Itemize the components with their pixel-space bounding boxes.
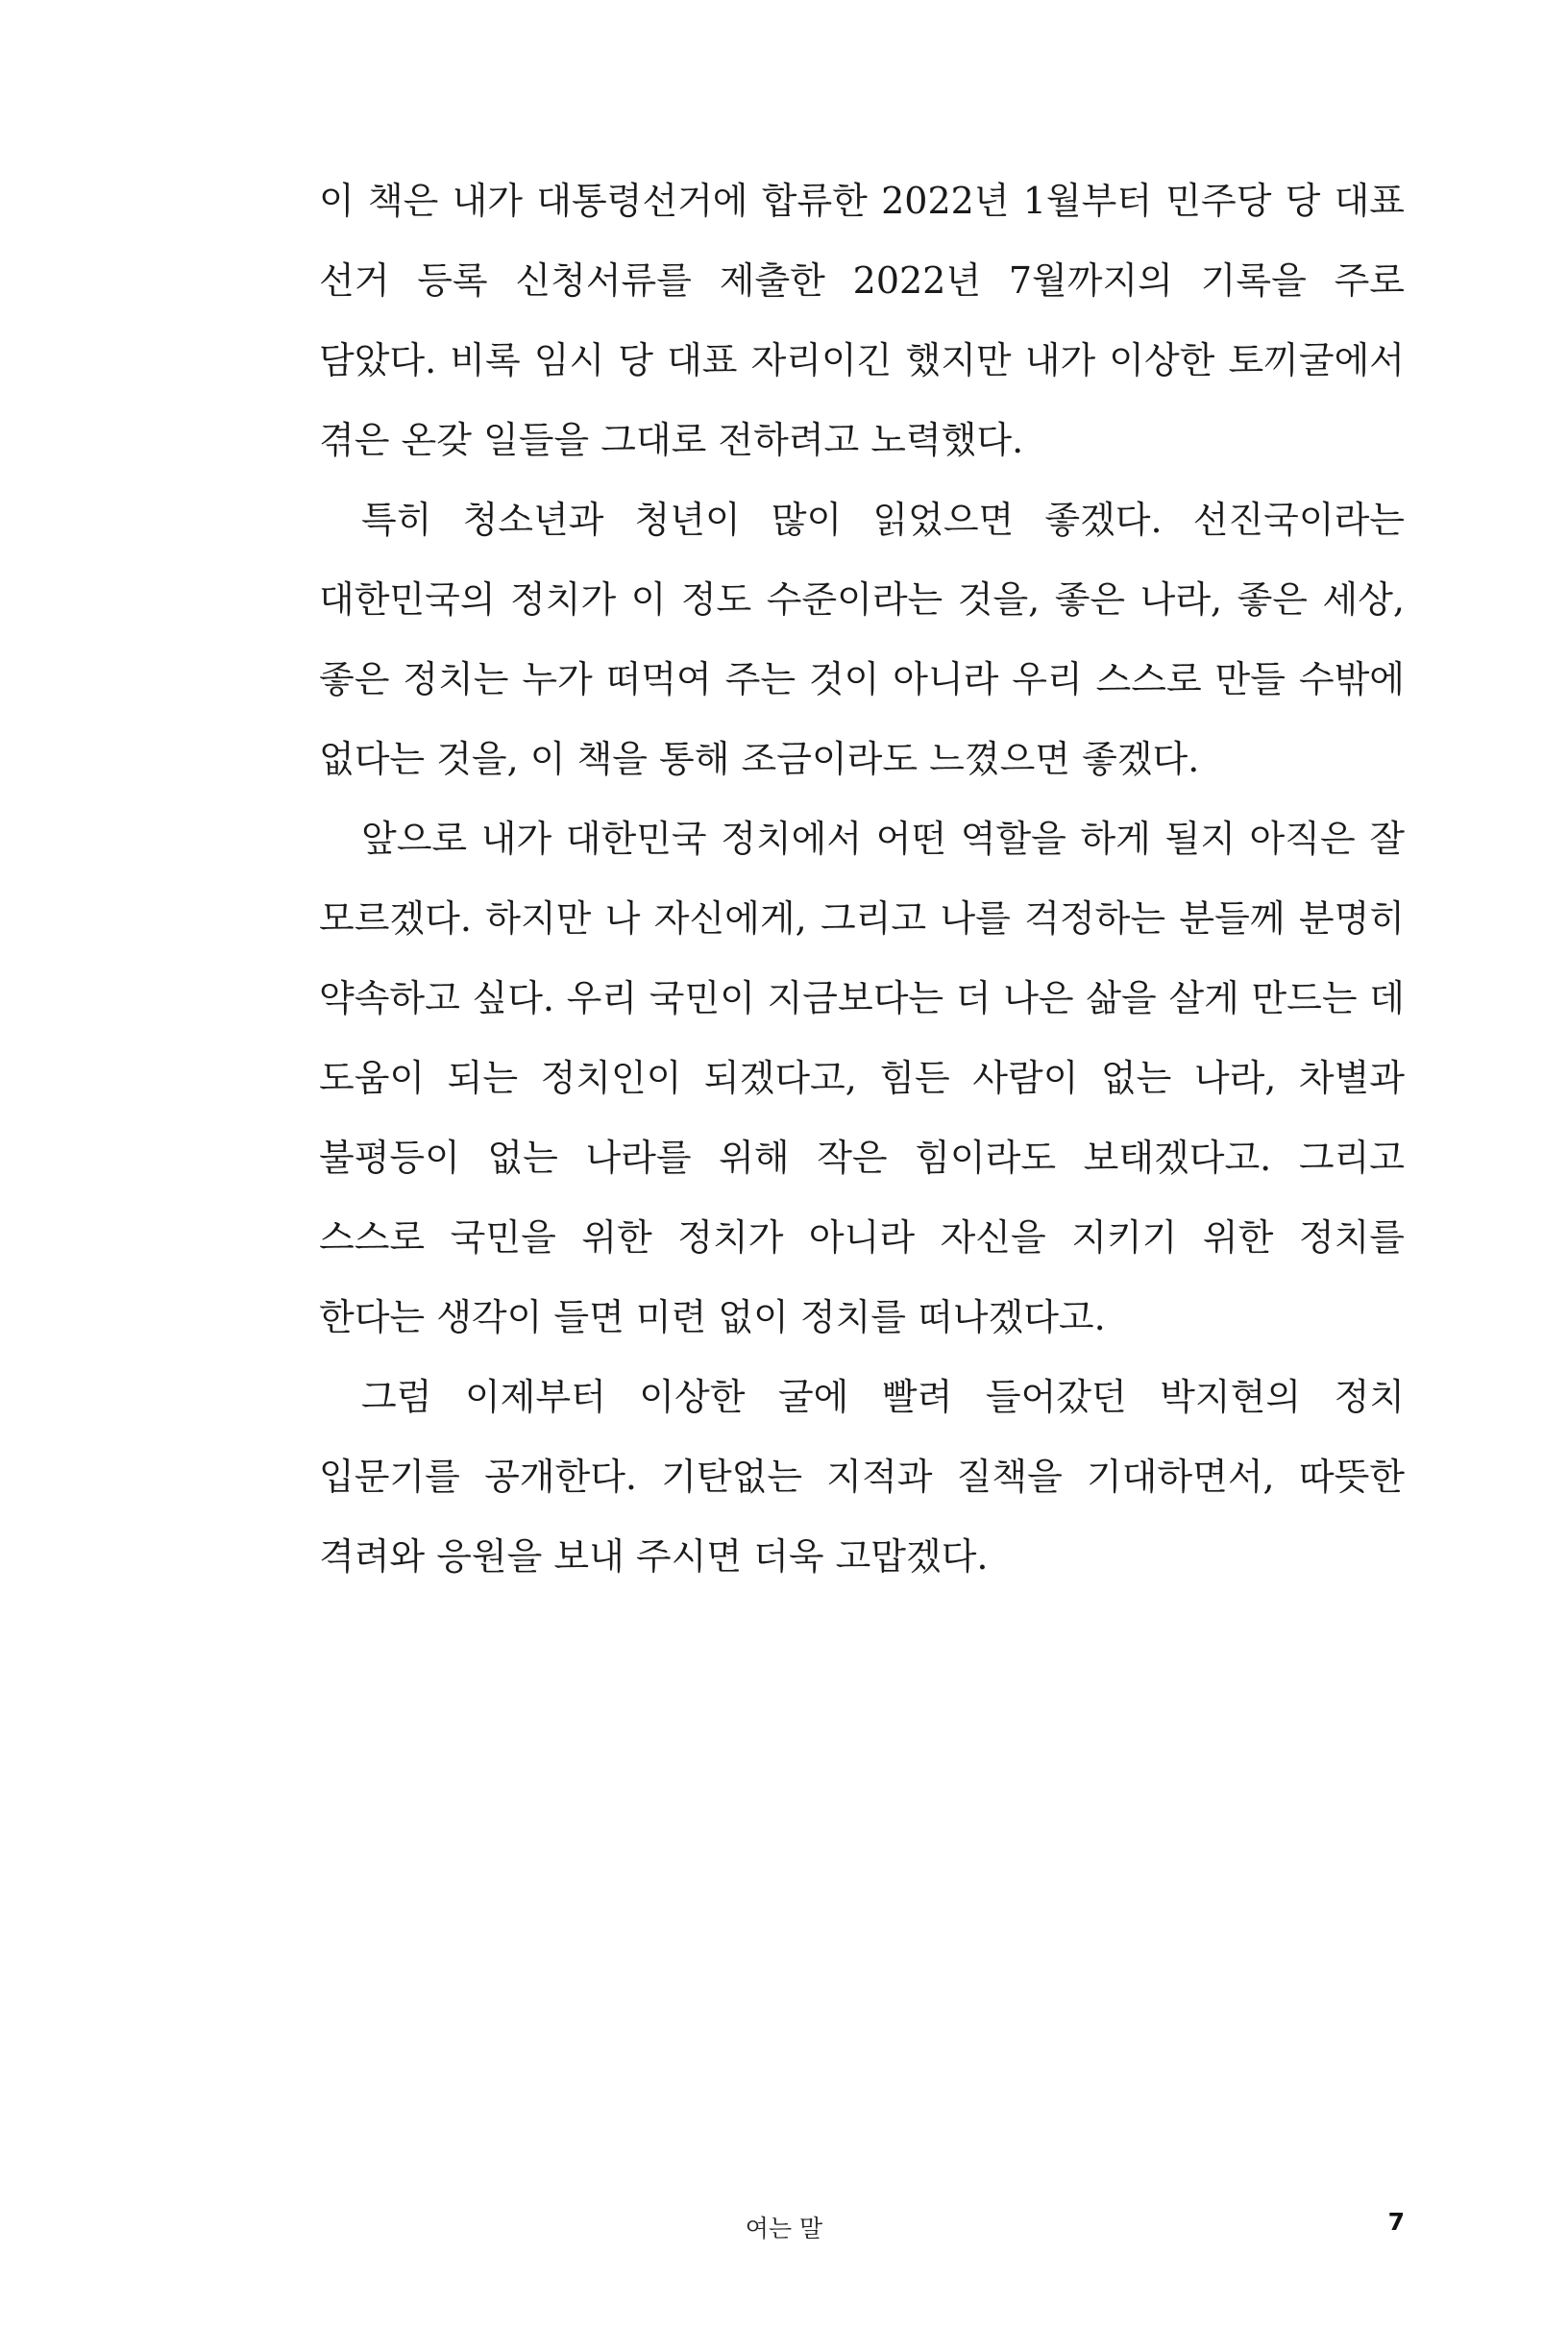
page-number: 7 [1387, 2208, 1405, 2236]
paragraph-1: 이 책은 내가 대통령선거에 합류한 2022년 1월부터 민주당 당 대표 선거 등록 신청서류를 제출한 2022년 7월까지의 기록을 주로 담았다. 비록 임시 당 대표 자리이긴 했지만 내가 이상한 토끼굴에서 겪은 온갖 일들을 그대로 전하려고 노력했다. [319, 180, 1405, 461]
paragraph-2: 특히 청소년과 청년이 많이 읽었으면 좋겠다. 선진국이라는 대한민국의 정치가 이 정도 수준이라는 것을, 좋은 나라, 좋은 세상, 좋은 정치는 누가 떠먹여 주는 것이 아니라 우리 스스로 만들 수밖에 없다는 것을, 이 책을 통해 조금이라도 느꼈으면 좋겠다. [319, 499, 1405, 780]
paragraph-3: 앞으로 내가 대한민국 정치에서 어떤 역할을 하게 될지 아직은 잘 모르겠다. 하지만 나 자신에게, 그리고 나를 걱정하는 분들께 분명히 약속하고 싶다. 우리 국민이 지금보다는 더 나은 삶을 살게 만드는 데 도움이 되는 정치인이 되겠다고, 힘든 사람이 없는 나라, 차별과 불평등이 없는 나라를 위해 작은 힘이라도 보태겠다고. 그리고 스스로 국민을 위한 정치가 아니라 자신을 지키기 위한 정치를 한다는 생각이 들면 미련 없이 정치를 떠나겠다고. [319, 818, 1405, 1338]
running-footer-title: 여는 말 [745, 2215, 823, 2242]
paragraph-4: 그럼 이제부터 이상한 굴에 빨려 들어갔던 박지현의 정치 입문기를 공개한다. 기탄없는 지적과 질책을 기대하면서, 따뜻한 격려와 응원을 보내 주시면 더욱 고맙겠다. [319, 1376, 1405, 1578]
body-text [319, 161, 1405, 1597]
